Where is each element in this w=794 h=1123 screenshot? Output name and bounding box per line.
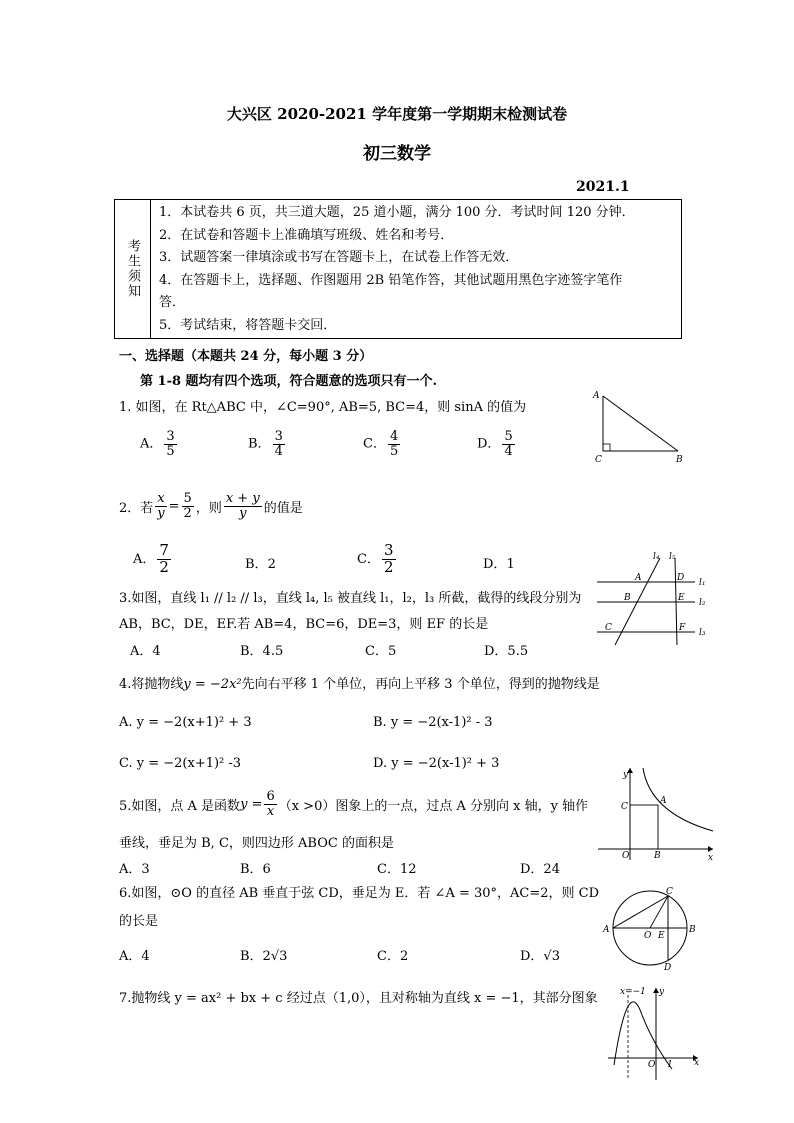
- q6-label-o: O: [644, 931, 652, 941]
- q7-label-o: O: [648, 1060, 656, 1070]
- q2-prefix: 2．若: [119, 500, 154, 516]
- q1-c-den: 5: [389, 443, 399, 459]
- q7-label-axis: x=−1: [620, 987, 646, 997]
- q1-option-a-label: A．: [140, 436, 163, 452]
- q1-b-num: 3: [274, 429, 283, 444]
- q4-stem: [119, 673, 600, 692]
- q6-label-b: B: [689, 925, 696, 935]
- q3-option-a: A．4: [130, 644, 161, 659]
- q5-label-x: x: [708, 853, 714, 863]
- q1-option-c: [363, 430, 402, 458]
- q1-d-den: 4: [504, 443, 513, 459]
- q2-c-num: 3: [383, 541, 394, 559]
- q3-label-l4: l₄: [653, 552, 660, 562]
- q3-label-b: B: [624, 593, 631, 603]
- q1-stem: 1. 如图，在 Rt△ABC 中，∠C=90°, AB=5, BC=4，则 sinA 的值为: [119, 400, 527, 415]
- q2-option-d: [483, 553, 515, 572]
- q2-frac3-den: y: [239, 505, 247, 521]
- q5-option-d: D．24: [520, 862, 560, 877]
- q3-label-l2: l₂: [699, 598, 706, 608]
- q1-option-a: [140, 430, 179, 458]
- q2-a-num: 7: [159, 541, 169, 559]
- q7-label-x: x: [694, 1058, 700, 1068]
- q4-stem-post: 先向右平移 1 个单位，再向上平移 3 个单位，得到的抛物线是: [241, 677, 600, 692]
- q5-label-o: O: [622, 851, 630, 861]
- notice-line-4: 4．在答题卡上，选择题、作图题用 2B 铅笔作答，其他试题用黑色字迹签字笔作: [159, 272, 623, 288]
- q6-option-d: D．√3: [520, 949, 560, 964]
- q7-label-y: y: [659, 987, 665, 997]
- notice-label-cell: [115, 200, 151, 338]
- q4-option-b: B. y = −2(x-1)² - 3: [373, 715, 493, 730]
- q2-frac2-den: 2: [183, 505, 192, 521]
- q3-label-l1: l₁: [699, 578, 706, 588]
- q7-stem: 7.抛物线 y = ax² + bx + c 经过点（1,0），且对称轴为直线 x = −1，其部分图象: [119, 991, 598, 1006]
- q5-line1-post: （x >0）图象上的一点，过点 A 分别向 x 轴，y 轴作: [278, 798, 589, 814]
- exam-title: 大兴区 2020-2021 学年度第一学期期末检测试卷: [226, 105, 568, 123]
- q7-parabola-figure: [606, 985, 706, 1085]
- notice-line-2: 2．在试卷和答题卡上准确填写班级、姓名和考号．: [159, 227, 454, 243]
- q2-option-d-label: D．: [483, 557, 507, 572]
- q2-suffix: 的值是: [263, 500, 303, 516]
- q2-eq: =: [168, 498, 180, 514]
- q1-d-num: 5: [504, 429, 513, 444]
- q5-line-2: 垂线，垂足为 B, C，则四边形 ABOC 的面积是: [119, 836, 394, 851]
- q5-frac-num: 6: [266, 789, 275, 804]
- notice-line-3: 3．试题答案一律填涂或书写在答题卡上，在试卷上作答无效．: [159, 250, 519, 265]
- q2-frac1-num: x: [157, 491, 165, 506]
- q1-option-b: [248, 430, 287, 458]
- q5-label-c: C: [621, 802, 628, 812]
- q4-stem-eq: y = −2x²: [183, 677, 242, 692]
- q3-label-d: D: [677, 573, 685, 583]
- q6-option-b: B．2√3: [240, 949, 288, 964]
- q7-label-one: 1: [667, 1060, 673, 1070]
- q2-option-b: [245, 553, 276, 572]
- q6-label-d: D: [664, 963, 672, 973]
- q1-option-d-label: D．: [477, 436, 501, 452]
- q1-label-a: A: [593, 391, 600, 401]
- q6-circle-figure: [602, 885, 702, 975]
- q5-option-a: A．3: [119, 862, 150, 877]
- exam-date: 2021.1: [576, 179, 630, 195]
- q3-option-c: C．5: [365, 644, 397, 659]
- q5-line-1: [119, 790, 588, 818]
- q3-line-1: 3.如图，直线 l₁ // l₂ // l₃，直线 l₄, l₅ 被直线 l₁，l₂，l₃ 所截，截得的线段分别为: [119, 591, 582, 606]
- q5-label-y: y: [623, 770, 629, 780]
- q5-frac-den: x: [266, 803, 275, 819]
- q1-option-c-label: C．: [363, 436, 386, 452]
- notice-box: [114, 199, 682, 339]
- q1-c-num: 4: [389, 429, 399, 444]
- q3-label-f: F: [679, 623, 686, 633]
- q5-y-eq: y =: [240, 796, 263, 812]
- q2-frac1-den: y: [157, 505, 165, 521]
- q6-line-2: 的长是: [119, 914, 159, 929]
- q3-line-2: AB，BC，DE，EF.若 AB=4，BC=6，DE=3，则 EF 的长是: [119, 617, 489, 632]
- q1-a-num: 3: [166, 429, 175, 444]
- q6-label-c: C: [666, 887, 673, 897]
- section-instruction: 第 1-8 题均有四个选项，符合题意的选项只有一个.: [140, 374, 438, 389]
- subject-title: 初三数学: [363, 144, 431, 164]
- q3-label-l5: l₅: [669, 552, 676, 562]
- q6-line-1: 6.如图，⊙O 的直径 AB 垂直于弦 CD，垂足为 E．若 ∠A = 30°，AC=2，则 CD: [119, 886, 600, 901]
- q4-stem-pre: 4.将抛物线: [119, 677, 184, 692]
- q1-triangle-figure: [590, 388, 690, 468]
- q5-line1-pre: 5.如图，点 A 是函数: [119, 798, 241, 814]
- q3-label-a: A: [635, 573, 642, 583]
- q2-option-d-text: 1: [506, 557, 515, 572]
- q2-frac3-num: x + y: [225, 491, 260, 506]
- q2-option-b-label: B．: [245, 557, 268, 572]
- q3-label-l3: l₃: [699, 628, 706, 638]
- section-heading: 一、选择题（本题共 24 分，每小题 3 分）: [119, 349, 373, 364]
- notice-line-6: 5．考试结束，将答题卡交回．: [159, 317, 337, 333]
- q4-option-c: C. y = −2(x+1)² -3: [119, 756, 242, 771]
- q2-option-a-label: A．: [133, 551, 156, 567]
- q1-option-b-label: B．: [248, 436, 271, 452]
- q2-stem: [119, 492, 303, 520]
- q5-label-b: B: [654, 851, 661, 861]
- q6-option-c: C．2: [377, 949, 409, 964]
- q2-option-a: [133, 543, 173, 576]
- q5-label-a: A: [660, 796, 667, 806]
- q2-option-c-label: C．: [357, 551, 380, 567]
- notice-label: 考生须知: [125, 239, 140, 299]
- q4-option-d: D. y = −2(x-1)² + 3: [373, 756, 500, 771]
- q3-option-b: B．4.5: [240, 644, 284, 659]
- q1-a-den: 5: [166, 443, 175, 459]
- q3-option-d: D．5.5: [484, 644, 529, 659]
- q6-label-a: A: [603, 925, 610, 935]
- q1-option-d: [477, 430, 517, 458]
- q2-frac2-num: 5: [183, 491, 192, 506]
- q2-option-b-text: 2: [267, 557, 276, 572]
- q1-label-c: C: [595, 455, 602, 465]
- q6-option-a: A．4: [119, 949, 150, 964]
- q3-parallel-lines-figure: [595, 550, 715, 650]
- q5-hyperbola-figure: [598, 765, 718, 865]
- q1-label-b: B: [676, 455, 683, 465]
- q4-option-a: A. y = −2(x+1)² + 3: [119, 715, 252, 730]
- notice-line-1: 1．本试卷共 6 页，共三道大题，25 道小题，满分 100 分．考试时间 120 分钟．: [159, 205, 635, 220]
- q2-c-den: 2: [383, 557, 394, 576]
- q2-option-c: [357, 543, 398, 576]
- q1-b-den: 4: [274, 443, 283, 459]
- q2-a-den: 2: [159, 557, 169, 576]
- q2-mid: ，则: [195, 500, 222, 516]
- q3-label-c: C: [605, 623, 612, 633]
- q5-option-c: C．12: [377, 862, 417, 877]
- notice-lines: [159, 202, 635, 337]
- notice-line-5: 答．: [159, 295, 186, 310]
- q3-label-e: E: [678, 593, 685, 603]
- q5-option-b: B．6: [240, 862, 271, 877]
- q6-label-e: E: [658, 931, 665, 941]
